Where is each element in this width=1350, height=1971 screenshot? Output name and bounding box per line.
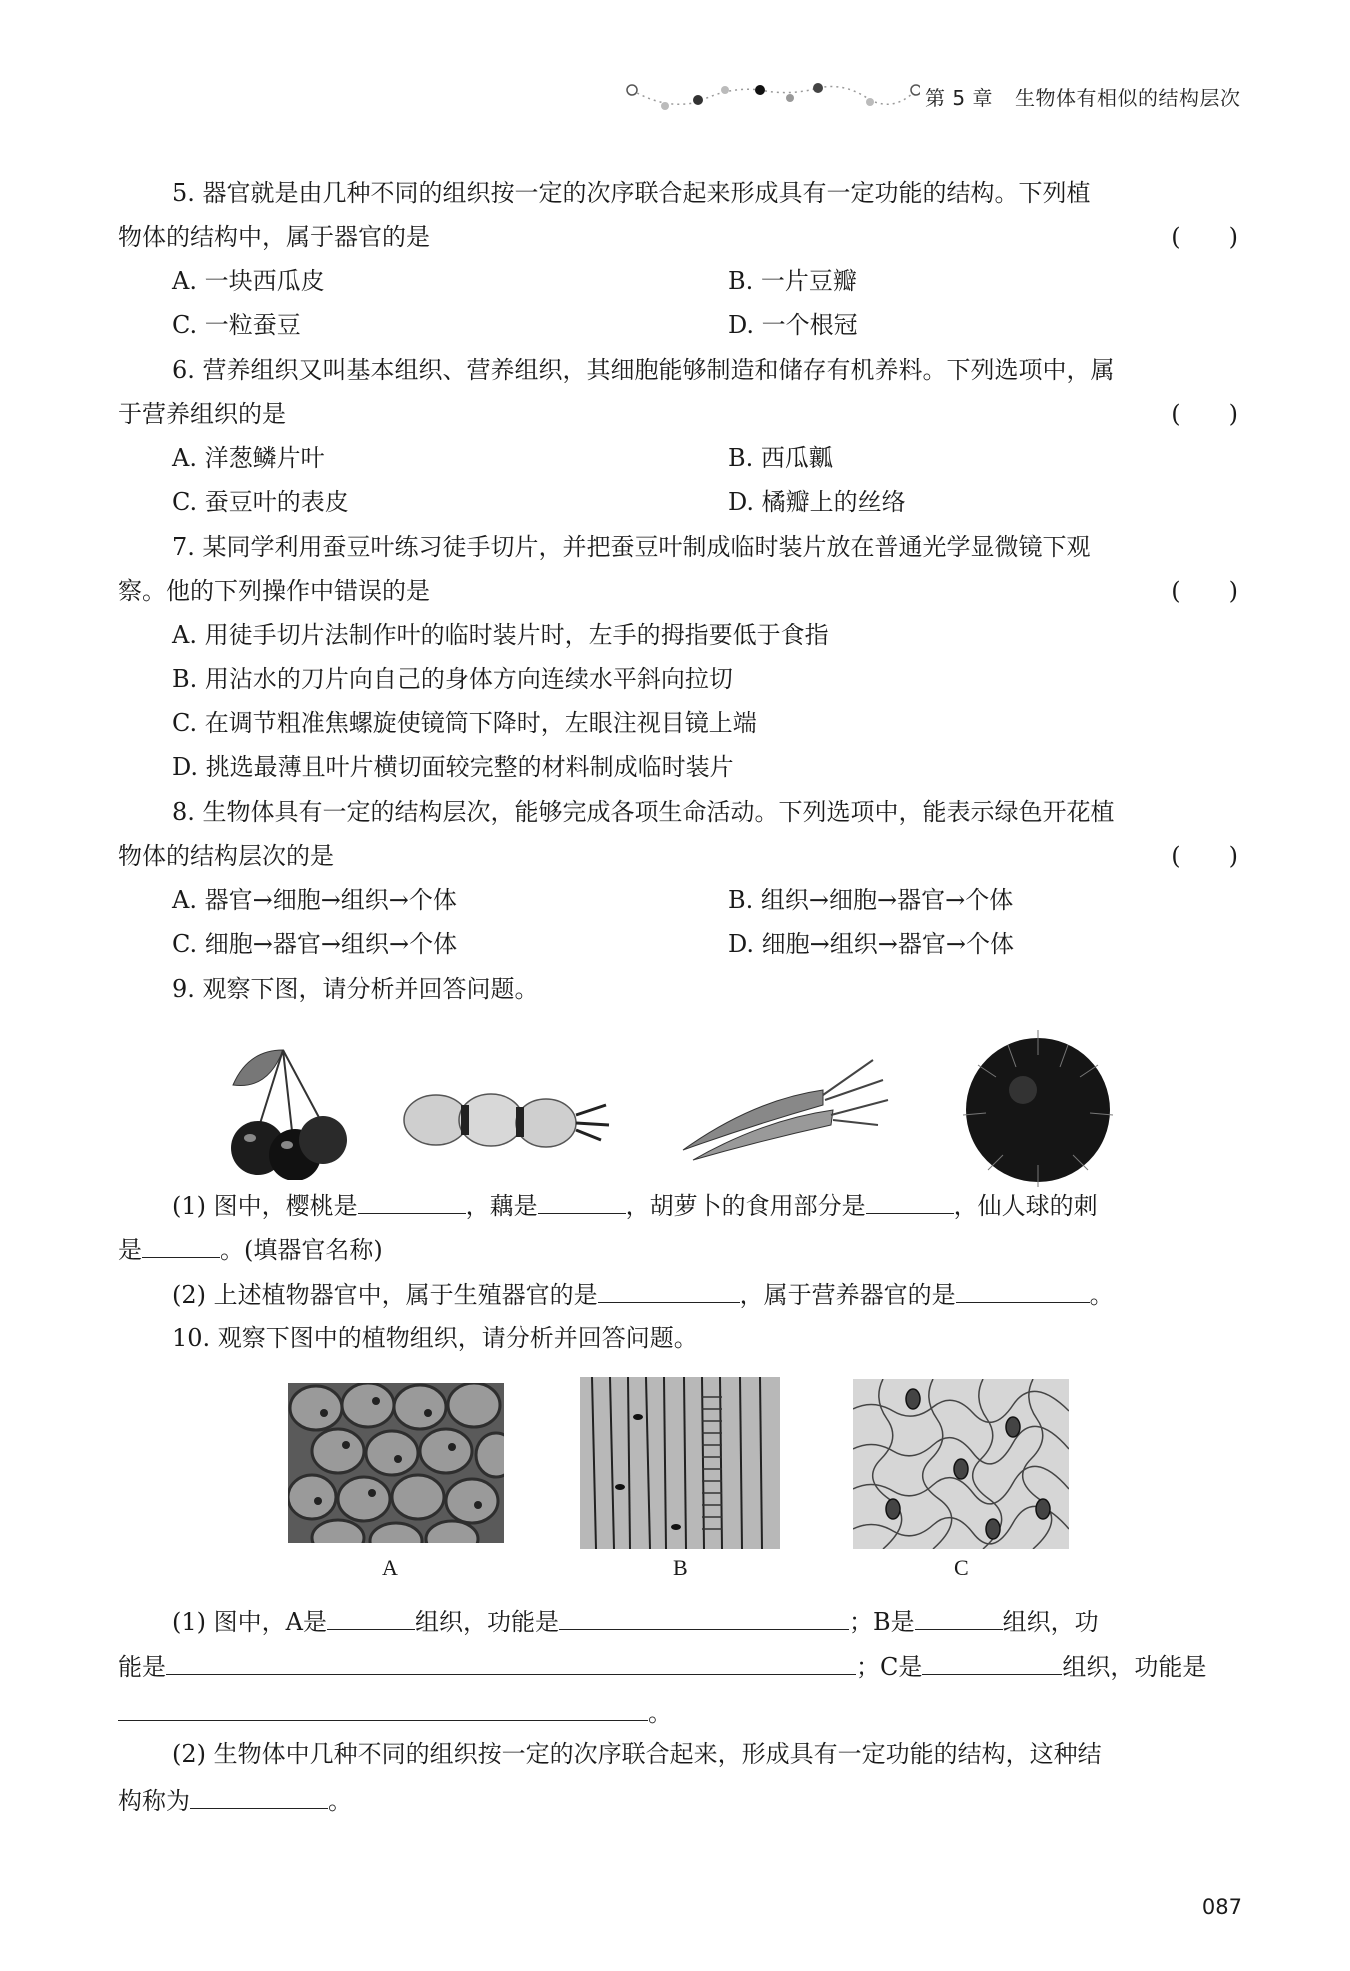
q7-stem-line1: 7. 某同学利用蚕豆叶练习徒手切片，并把蚕豆叶制成临时装片放在普通光学显微镜下观 [172, 533, 1091, 561]
q6-option-a: A. 洋葱鳞片叶 [172, 444, 325, 472]
q7-stem-text: 察。他的下列操作中错误的是 [118, 577, 430, 605]
q9-part2-text-b: ，属于营养器官的是 [739, 1281, 956, 1309]
q9-part2-line [118, 1276, 1292, 1312]
q9-part2-text-c: 。 [1089, 1281, 1114, 1309]
q10-structure-blank[interactable] [190, 1782, 328, 1809]
q9-part2-text-a: (2) 上述植物器官中，属于生殖器官的是 [172, 1281, 598, 1309]
q10-stem: 10. 观察下图中的植物组织，请分析并回答问题。 [172, 1324, 698, 1352]
q9-plant-photos [118, 1020, 1238, 1200]
q7-answer-paren: ( ) [1171, 577, 1238, 605]
q8-stem-line1: 8. 生物体具有一定的结构层次，能够完成各项生命活动。下列选项中，能表示绿色开花植 [172, 798, 1115, 826]
q10-part2-line1: (2) 生物体中几种不同的组织按一定的次序联合起来，形成具有一定功能的结构，这种结 [172, 1740, 1102, 1768]
q9-part1-text-a: (1) 图中，樱桃是 [172, 1192, 358, 1220]
q7-option-a: A. 用徒手切片法制作叶的临时装片时，左手的拇指要低于食指 [172, 621, 829, 649]
q8-option-a: A. 器官→细胞→组织→个体 [172, 886, 457, 914]
q10-function-b-blank[interactable] [166, 1648, 856, 1675]
q7-option-b: B. 用沾水的刀片向自己的身体方向连续水平斜向拉切 [172, 665, 733, 693]
q5-options-ab [118, 264, 1292, 298]
q6-option-c: C. 蚕豆叶的表皮 [172, 488, 349, 516]
tissue-a-label: A [382, 1555, 398, 1580]
q10-function-a-blank[interactable] [559, 1603, 849, 1630]
q9-part1-text-d: ，仙人球的刺 [953, 1192, 1098, 1220]
q6-option-b: B. 西瓜瓤 [728, 444, 833, 472]
q10-function-c-blank[interactable] [118, 1694, 648, 1721]
q8-options-cd [118, 927, 1292, 961]
tissue-b-image [580, 1377, 780, 1549]
chapter-title: 生物体有相似的结构层次 [1014, 86, 1241, 110]
tissue-b-label: B [673, 1555, 688, 1580]
q5-options-cd [118, 308, 1292, 342]
q7-option-c: C. 在调节粗准焦螺旋使镜筒下降时，左眼注视目镜上端 [172, 709, 757, 737]
q6-stem-line2 [118, 397, 1238, 431]
q10-tissue-c-blank[interactable] [922, 1648, 1062, 1675]
q9-cactus-blank[interactable] [142, 1231, 220, 1258]
q10-part1-text-f: ；C是 [856, 1653, 923, 1681]
q9-part1-text-b: ，藕是 [465, 1192, 538, 1220]
q9-reproductive-blank[interactable] [598, 1276, 740, 1303]
tissue-a-image [288, 1383, 504, 1543]
q6-stem-text: 于营养组织的是 [118, 400, 286, 428]
cactus-ball-image [948, 1015, 1128, 1195]
q10-part1-line2 [118, 1648, 1238, 1684]
q10-part1-line3 [118, 1694, 1238, 1730]
carrot-image [673, 1050, 893, 1170]
bead-ornament-icon [620, 78, 920, 118]
chapter-header [925, 82, 1240, 111]
q5-option-a: A. 一块西瓜皮 [172, 267, 325, 295]
tissue-c-image [853, 1379, 1069, 1549]
q10-part1-text-d: 组织，功 [1002, 1608, 1099, 1636]
q10-part2-text-b: 构称为 [118, 1787, 190, 1815]
q7-stem-line2 [118, 574, 1238, 608]
q10-part1-text-a: (1) 图中，A是 [172, 1608, 327, 1636]
q10-part1-text-b: 组织，功能是 [414, 1608, 559, 1636]
cherry-image [223, 1030, 353, 1180]
q9-cherry-blank[interactable] [358, 1187, 466, 1214]
q9-part1-line2 [118, 1231, 1238, 1267]
q8-stem-text: 物体的结构层次的是 [118, 842, 334, 870]
q10-tissue-images [118, 1375, 1238, 1580]
q7-option-d: D. 挑选最薄且叶片横切面较完整的材料制成临时装片 [172, 753, 734, 781]
q9-part1-line1 [118, 1187, 1292, 1223]
page-number: 087 [1201, 1895, 1242, 1919]
q10-part1-text-c: ；B是 [848, 1608, 915, 1636]
q9-part1-text-e: 是 [118, 1236, 142, 1264]
q6-options-cd [118, 485, 1292, 519]
q5-option-d: D. 一个根冠 [728, 311, 858, 339]
q9-part1-text-f: 。(填器官名称) [220, 1236, 383, 1264]
q10-part1-text-g: 组织，功能是 [1062, 1653, 1207, 1681]
page-header [620, 78, 1240, 118]
q8-option-b: B. 组织→细胞→器官→个体 [728, 886, 1014, 914]
q5-option-c: C. 一粒蚕豆 [172, 311, 301, 339]
q9-stem: 9. 观察下图，请分析并回答问题。 [172, 975, 539, 1003]
q6-options-ab [118, 441, 1292, 475]
q5-stem-line1: 5. 器官就是由几种不同的组织按一定的次序联合起来形成具有一定功能的结构。下列植 [172, 179, 1091, 207]
q10-tissue-a-blank[interactable] [327, 1603, 415, 1630]
q10-part1-line1 [118, 1603, 1292, 1639]
q10-part1-text-h: 。 [648, 1699, 672, 1727]
q10-part1-text-e: 能是 [118, 1653, 166, 1681]
q5-answer-paren: ( ) [1171, 223, 1238, 251]
q9-lotus-blank[interactable] [538, 1187, 626, 1214]
tissue-c-label: C [954, 1555, 969, 1580]
q5-stem-line2 [118, 220, 1238, 254]
q8-option-c: C. 细胞→器官→组织→个体 [172, 930, 458, 958]
q8-answer-paren: ( ) [1171, 842, 1238, 870]
q6-stem-line1: 6. 营养组织又叫基本组织、营养组织，其细胞能够制造和储存有机养料。下列选项中，属 [172, 356, 1115, 384]
q6-answer-paren: ( ) [1171, 400, 1238, 428]
q5-stem-text: 物体的结构中，属于器官的是 [118, 223, 430, 251]
q8-option-d: D. 细胞→组织→器官→个体 [728, 930, 1014, 958]
q9-vegetative-blank[interactable] [956, 1276, 1090, 1303]
q9-carrot-blank[interactable] [866, 1187, 954, 1214]
q10-part2-line2 [118, 1782, 1238, 1818]
q10-tissue-b-blank[interactable] [915, 1603, 1003, 1630]
q8-options-ab [118, 883, 1292, 917]
chapter-number: 第 5 章 [925, 86, 993, 110]
q6-option-d: D. 橘瓣上的丝络 [728, 488, 906, 516]
q8-stem-line2 [118, 839, 1238, 873]
q9-part1-text-c: ，胡萝卜的食用部分是 [625, 1192, 866, 1220]
lotus-root-image [401, 1075, 611, 1175]
q10-part2-text-c: 。 [328, 1787, 352, 1815]
q5-option-b: B. 一片豆瓣 [728, 267, 857, 295]
